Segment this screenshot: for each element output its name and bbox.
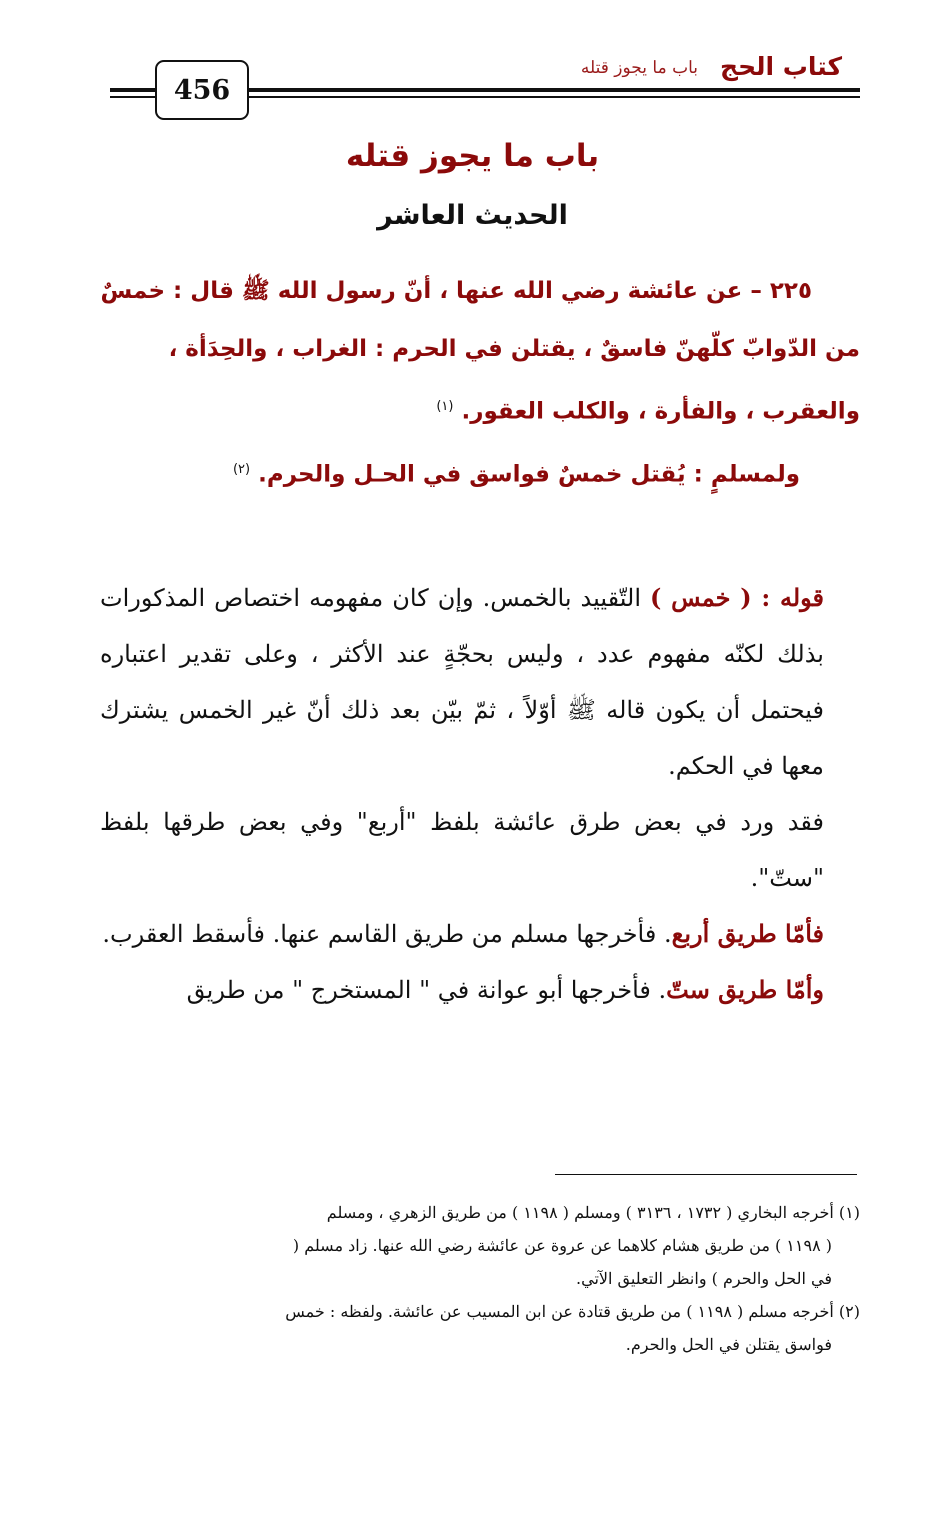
hadith-line-4-text: ولمسلمٍ : يُقتل خمسٌ فواسق في الحـل والحرم. bbox=[258, 461, 800, 488]
hadith-line-2: من الدّوابّ كلّهنّ فاسقٌ ، يقتلن في الحرم : الغراب ، والحِدَأة ، bbox=[168, 336, 860, 362]
chapter-title: باب ما يجوز قتله bbox=[345, 138, 600, 174]
hadith-line-1: ٢٢٥ – عن عائشة رضي الله عنها ، أنّ رسول الله ﷺ قال : خمسٌ bbox=[100, 278, 812, 304]
footnotes bbox=[110, 1196, 860, 1361]
commentary-label-sitt: وأمّا طريق ستّ bbox=[666, 975, 824, 1004]
running-chapter-title: باب ما يجوز قتله bbox=[580, 58, 698, 78]
hadith-line-4 bbox=[100, 441, 860, 504]
commentary bbox=[100, 570, 860, 1018]
commentary-paragraph-1 bbox=[100, 570, 860, 794]
footnote-ref-2[interactable]: (٢) bbox=[232, 461, 251, 477]
footnote-2-line-2: فواسق يقتلن في الحل والحرم. bbox=[625, 1335, 832, 1354]
commentary-quote-label: قوله : ( خمس ) bbox=[650, 583, 825, 612]
book-title: كتاب الحج bbox=[720, 52, 842, 81]
footnote-ref-1[interactable]: (١) bbox=[436, 399, 454, 414]
commentary-paragraph-4 bbox=[100, 962, 860, 1018]
page-header bbox=[110, 52, 860, 124]
footnote-1-line-3: في الحل والحرم ) وانظر التعليق الآتي. bbox=[576, 1269, 832, 1288]
hadith-line-3-text: والعقرب ، والفأرة ، والكلب العقور. bbox=[461, 398, 860, 425]
commentary-paragraph-3-text: . فأخرجها مسلم من طريق القاسم عنها. فأسقط العقرب. bbox=[102, 920, 672, 948]
commentary-paragraph-4-text: . فأخرجها أبو عوانة في " المستخرج " من طريق bbox=[186, 976, 667, 1004]
commentary-paragraph-2: فقد ورد في بعض طرق عائشة بلفظ "أربع" وفي بعض طرقها بلفظ "ستّ". bbox=[100, 808, 824, 892]
page-number-box bbox=[155, 60, 249, 120]
hadith-title: الحديث العاشر bbox=[377, 200, 568, 231]
commentary-paragraph-1-text: التّقييد بالخمس. وإن كان مفهومه اختصاص المذكورات بذلك لكنّه مفهوم عدد ، وليس بحجّةٍ عند الأكثر ، وعلى تقدير اعتباره فيحتمل أن يكون قاله ﷺ أوّلاً ، ثمّ بيّن بعد ذلك أنّ غير الخمس يشترك معها في الحكم. bbox=[100, 584, 824, 780]
footnote-1-line-1: (١) أخرجه البخاري ( ١٧٣٢ ، ٣١٣٦ ) ومسلم ( ١١٩٨ ) من طريق الزهري ، ومسلم bbox=[326, 1203, 860, 1222]
hadith-text bbox=[100, 262, 860, 503]
footnote-2-line-1: (٢) أخرجه مسلم ( ١١٩٨ ) من طريق قتادة عن ابن المسيب عن عائشة. ولفظه : خمس bbox=[285, 1302, 860, 1321]
page-number: 456 bbox=[173, 74, 231, 106]
footnote-1-line-2: ( ١١٩٨ ) من طريق هشام كلاهما عن عروة عن عائشة رضي الله عنها. زاد مسلم ( bbox=[292, 1236, 832, 1255]
commentary-paragraph-3 bbox=[100, 906, 860, 962]
footnote-separator bbox=[555, 1174, 857, 1175]
commentary-label-arba: فأمّا طريق أربع bbox=[671, 919, 824, 948]
hadith-line-3 bbox=[100, 378, 860, 441]
